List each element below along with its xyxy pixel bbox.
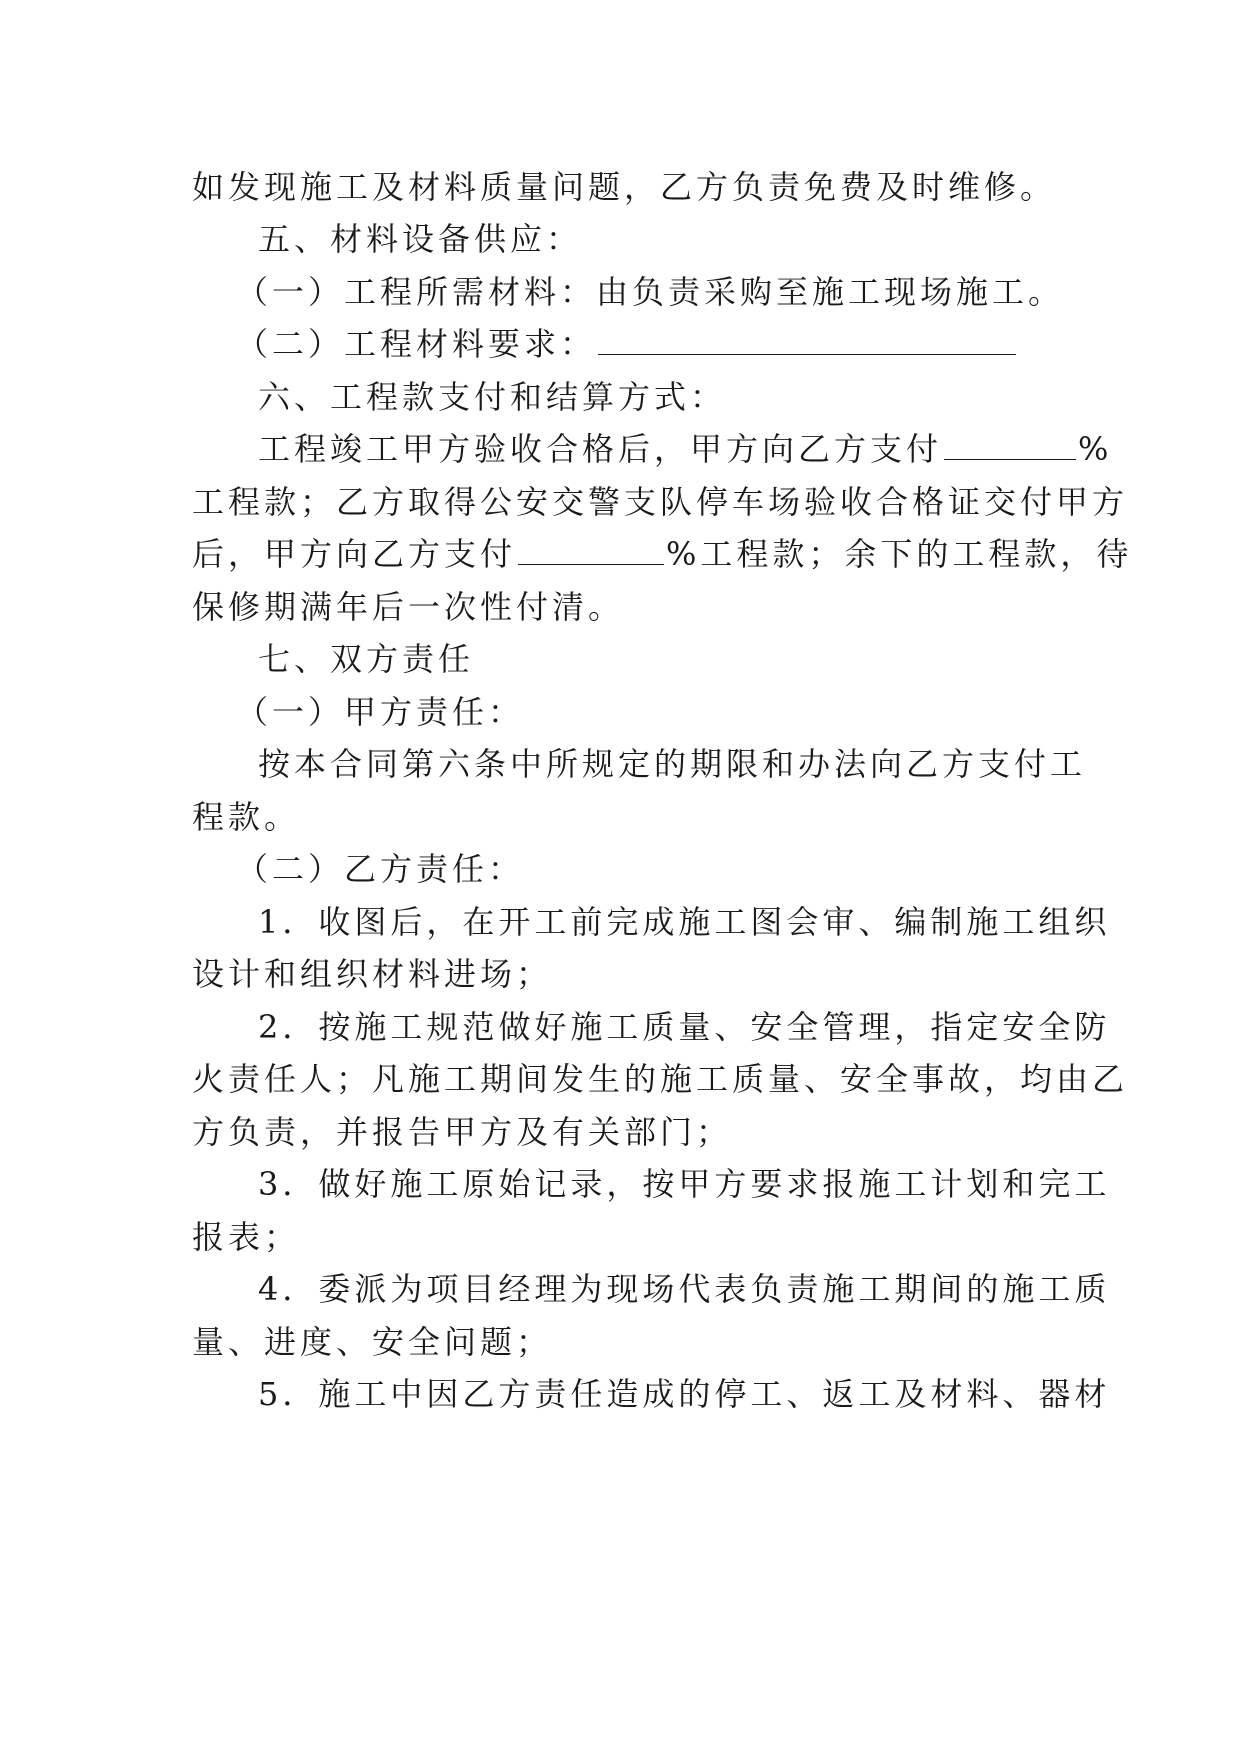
fill-in-blank[interactable] [598, 324, 1016, 355]
text-run: 工程竣工甲方验收合格后，甲方向乙方支付 [258, 430, 943, 468]
text-run: 1．收图后，在开工前完成施工图会审、编制施工组织 [258, 903, 1111, 941]
text-run: 按本合同第六条中所规定的期限和办法向乙方支付工 [258, 745, 1087, 783]
text-run: （一）工程所需材料：由负责采购至施工现场施工。 [236, 273, 1065, 311]
subsection-heading [236, 683, 1106, 741]
list-item [258, 1260, 1128, 1318]
text-run: 4．委派为项目经理为现场代表负责施工期间的施工质 [258, 1270, 1111, 1308]
text-run: 后，甲方向乙方支付 [192, 535, 517, 573]
paragraph-line [192, 945, 1062, 1003]
text-run: 设计和组织材料进场； [192, 955, 553, 993]
list-item [258, 998, 1128, 1056]
text-run: 工程款；乙方取得公安交警支队停车场验收合格证交付甲方 [192, 483, 1129, 521]
text-run: 七、双方责任 [258, 640, 475, 678]
text-run: （二）工程材料要求： [236, 325, 597, 363]
list-item [258, 1155, 1128, 1213]
text-run: 方负责，并报告甲方及有关部门； [192, 1113, 733, 1151]
text-run: 如发现施工及材料质量问题，乙方负责免费及时维修。 [192, 168, 1057, 206]
text-run: 火责任人；凡施工期间发生的施工质量、安全事故，均由乙 [192, 1060, 1129, 1098]
text-run: 2．按施工规范做好施工质量、安全管理，指定安全防 [258, 1008, 1111, 1046]
paragraph-line [192, 1208, 1062, 1266]
paragraph-line [192, 473, 1129, 531]
paragraph-line [192, 158, 1062, 216]
section-heading [258, 630, 1128, 688]
text-run: （一）甲方责任： [236, 693, 525, 731]
paragraph-line [192, 1103, 1062, 1161]
text-run: 六、工程款支付和结算方式： [258, 378, 727, 416]
paragraph-line [236, 315, 1106, 373]
text-run: 5．施工中因乙方责任造成的停工、返工及材料、器材 [258, 1375, 1111, 1413]
text-run: 保修期满年后一次性付清。 [192, 588, 625, 626]
paragraph-line [192, 1050, 1129, 1108]
paragraph-line [258, 735, 1128, 793]
text-run: %工程款；余下的工程款，待 [666, 535, 1133, 573]
text-run: 量、进度、安全问题； [192, 1323, 553, 1361]
paragraph-line [258, 420, 1128, 478]
section-heading [258, 368, 1128, 426]
paragraph-line [192, 788, 1062, 846]
paragraph-line [192, 1313, 1062, 1371]
text-run: % [1078, 430, 1113, 468]
text-run: 程款。 [192, 798, 301, 836]
paragraph-line [236, 263, 1106, 321]
list-item [258, 1365, 1128, 1423]
subsection-heading [236, 840, 1106, 898]
fill-in-blank[interactable] [944, 429, 1076, 460]
paragraph-line [192, 578, 1062, 636]
paragraph-line [192, 525, 1133, 583]
list-item [258, 893, 1128, 951]
section-heading [258, 210, 1128, 268]
text-run: 3．做好施工原始记录，按甲方要求报施工计划和完工 [258, 1165, 1111, 1203]
text-run: 五、材料设备供应： [258, 220, 583, 258]
text-run: （二）乙方责任： [236, 850, 525, 888]
fill-in-blank[interactable] [518, 534, 664, 565]
text-run: 报表； [192, 1218, 301, 1256]
